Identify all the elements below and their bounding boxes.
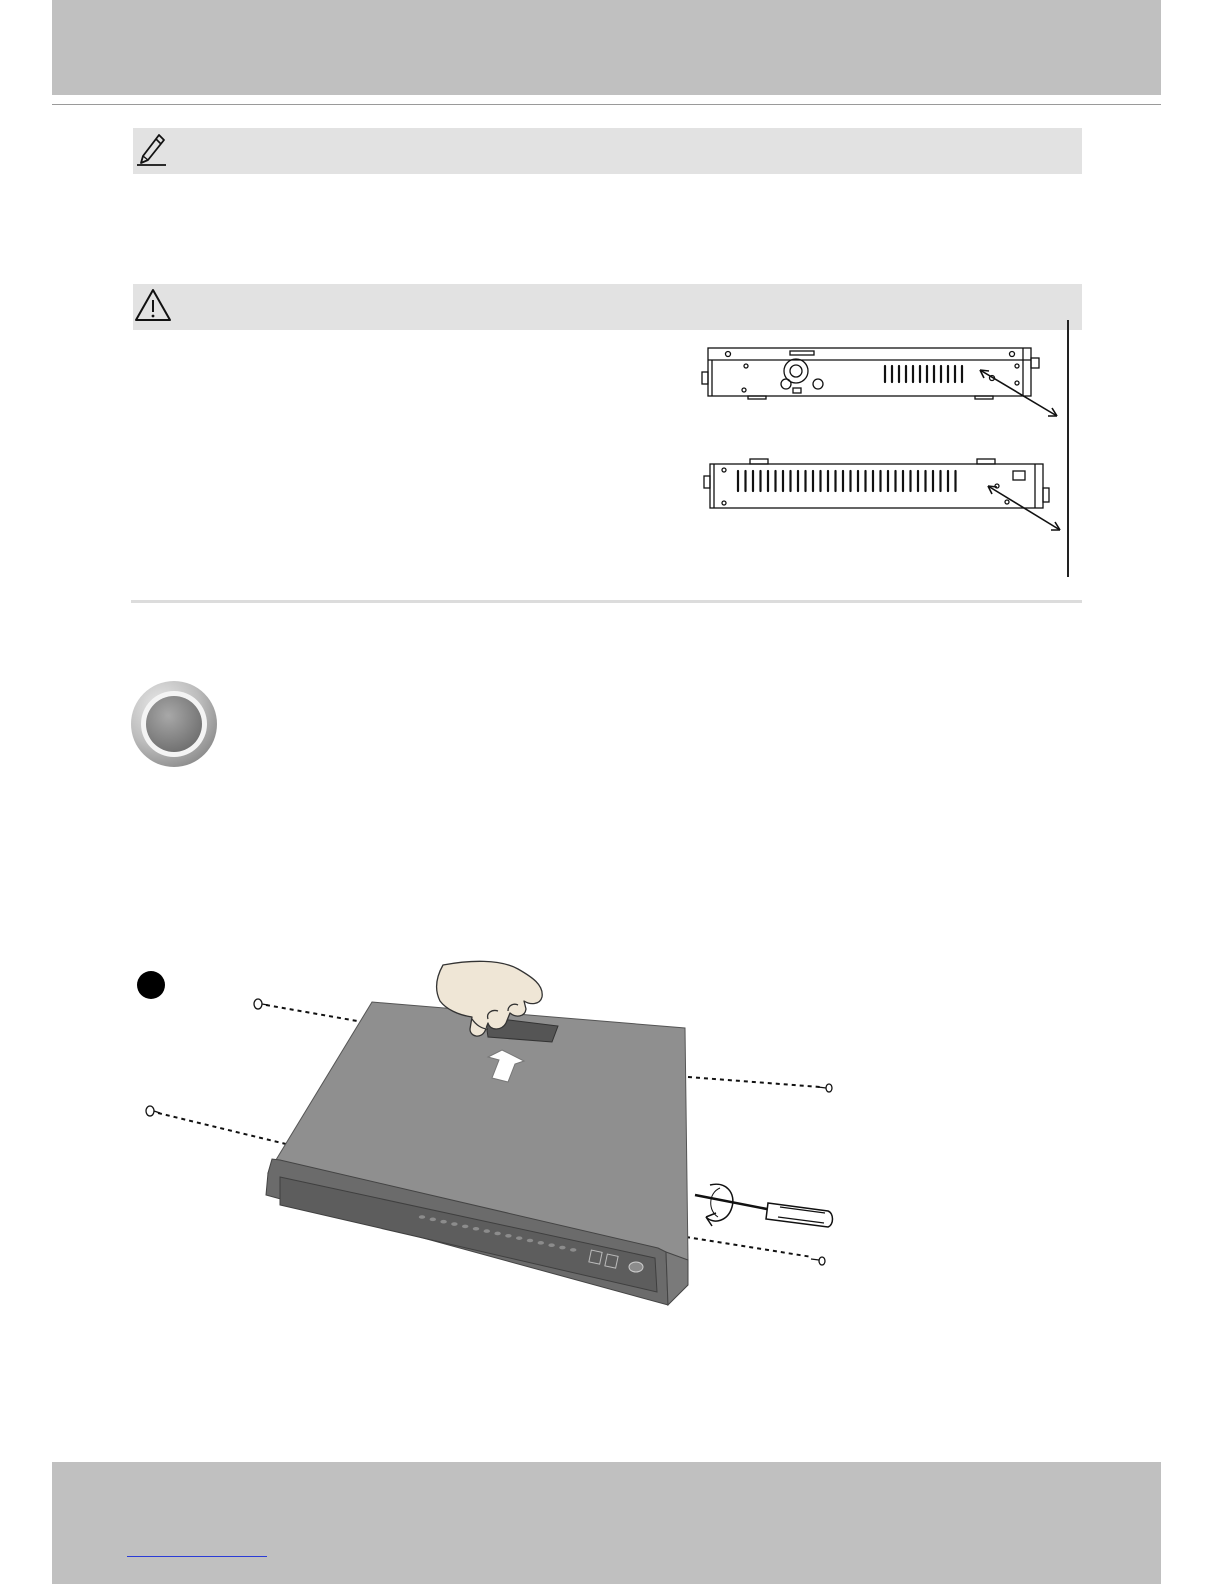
header-divider bbox=[52, 104, 1161, 105]
screwdriver-icon bbox=[695, 1184, 833, 1227]
caution-callout-bar bbox=[133, 284, 1082, 330]
led-indicator bbox=[538, 1241, 544, 1245]
led-indicator bbox=[462, 1225, 468, 1229]
side-panel-bottom-vents bbox=[738, 471, 956, 491]
side-panel-bottom bbox=[704, 459, 1049, 508]
led-indicator bbox=[527, 1239, 533, 1243]
side-panel-top bbox=[702, 348, 1039, 399]
led-indicator bbox=[548, 1243, 554, 1247]
led-indicator bbox=[419, 1215, 425, 1219]
led-indicator bbox=[440, 1220, 446, 1224]
pencil-icon bbox=[133, 131, 173, 171]
clearance-arrows bbox=[980, 370, 1060, 530]
page-footer-band bbox=[52, 1462, 1161, 1584]
led-indicator bbox=[451, 1222, 457, 1226]
led-indicator bbox=[494, 1232, 500, 1236]
led-indicator bbox=[559, 1246, 565, 1250]
note-callout-bar bbox=[133, 128, 1082, 174]
nvr-side-panel-drawings bbox=[700, 340, 1070, 540]
led-indicator bbox=[473, 1227, 479, 1231]
led-indicator bbox=[484, 1229, 490, 1233]
led-indicator bbox=[570, 1248, 576, 1252]
warning-icon bbox=[133, 287, 173, 325]
side-panel-top-vents bbox=[885, 366, 962, 382]
footer-link[interactable] bbox=[127, 1556, 267, 1557]
section-disc-icon bbox=[130, 680, 218, 768]
led-indicator bbox=[505, 1234, 511, 1238]
led-indicator bbox=[516, 1236, 522, 1240]
led-indicator bbox=[430, 1218, 436, 1222]
nvr-cover-removal-drawing bbox=[140, 955, 840, 1325]
caution-bottom-rule bbox=[131, 600, 1082, 603]
page-header-band bbox=[52, 0, 1161, 95]
